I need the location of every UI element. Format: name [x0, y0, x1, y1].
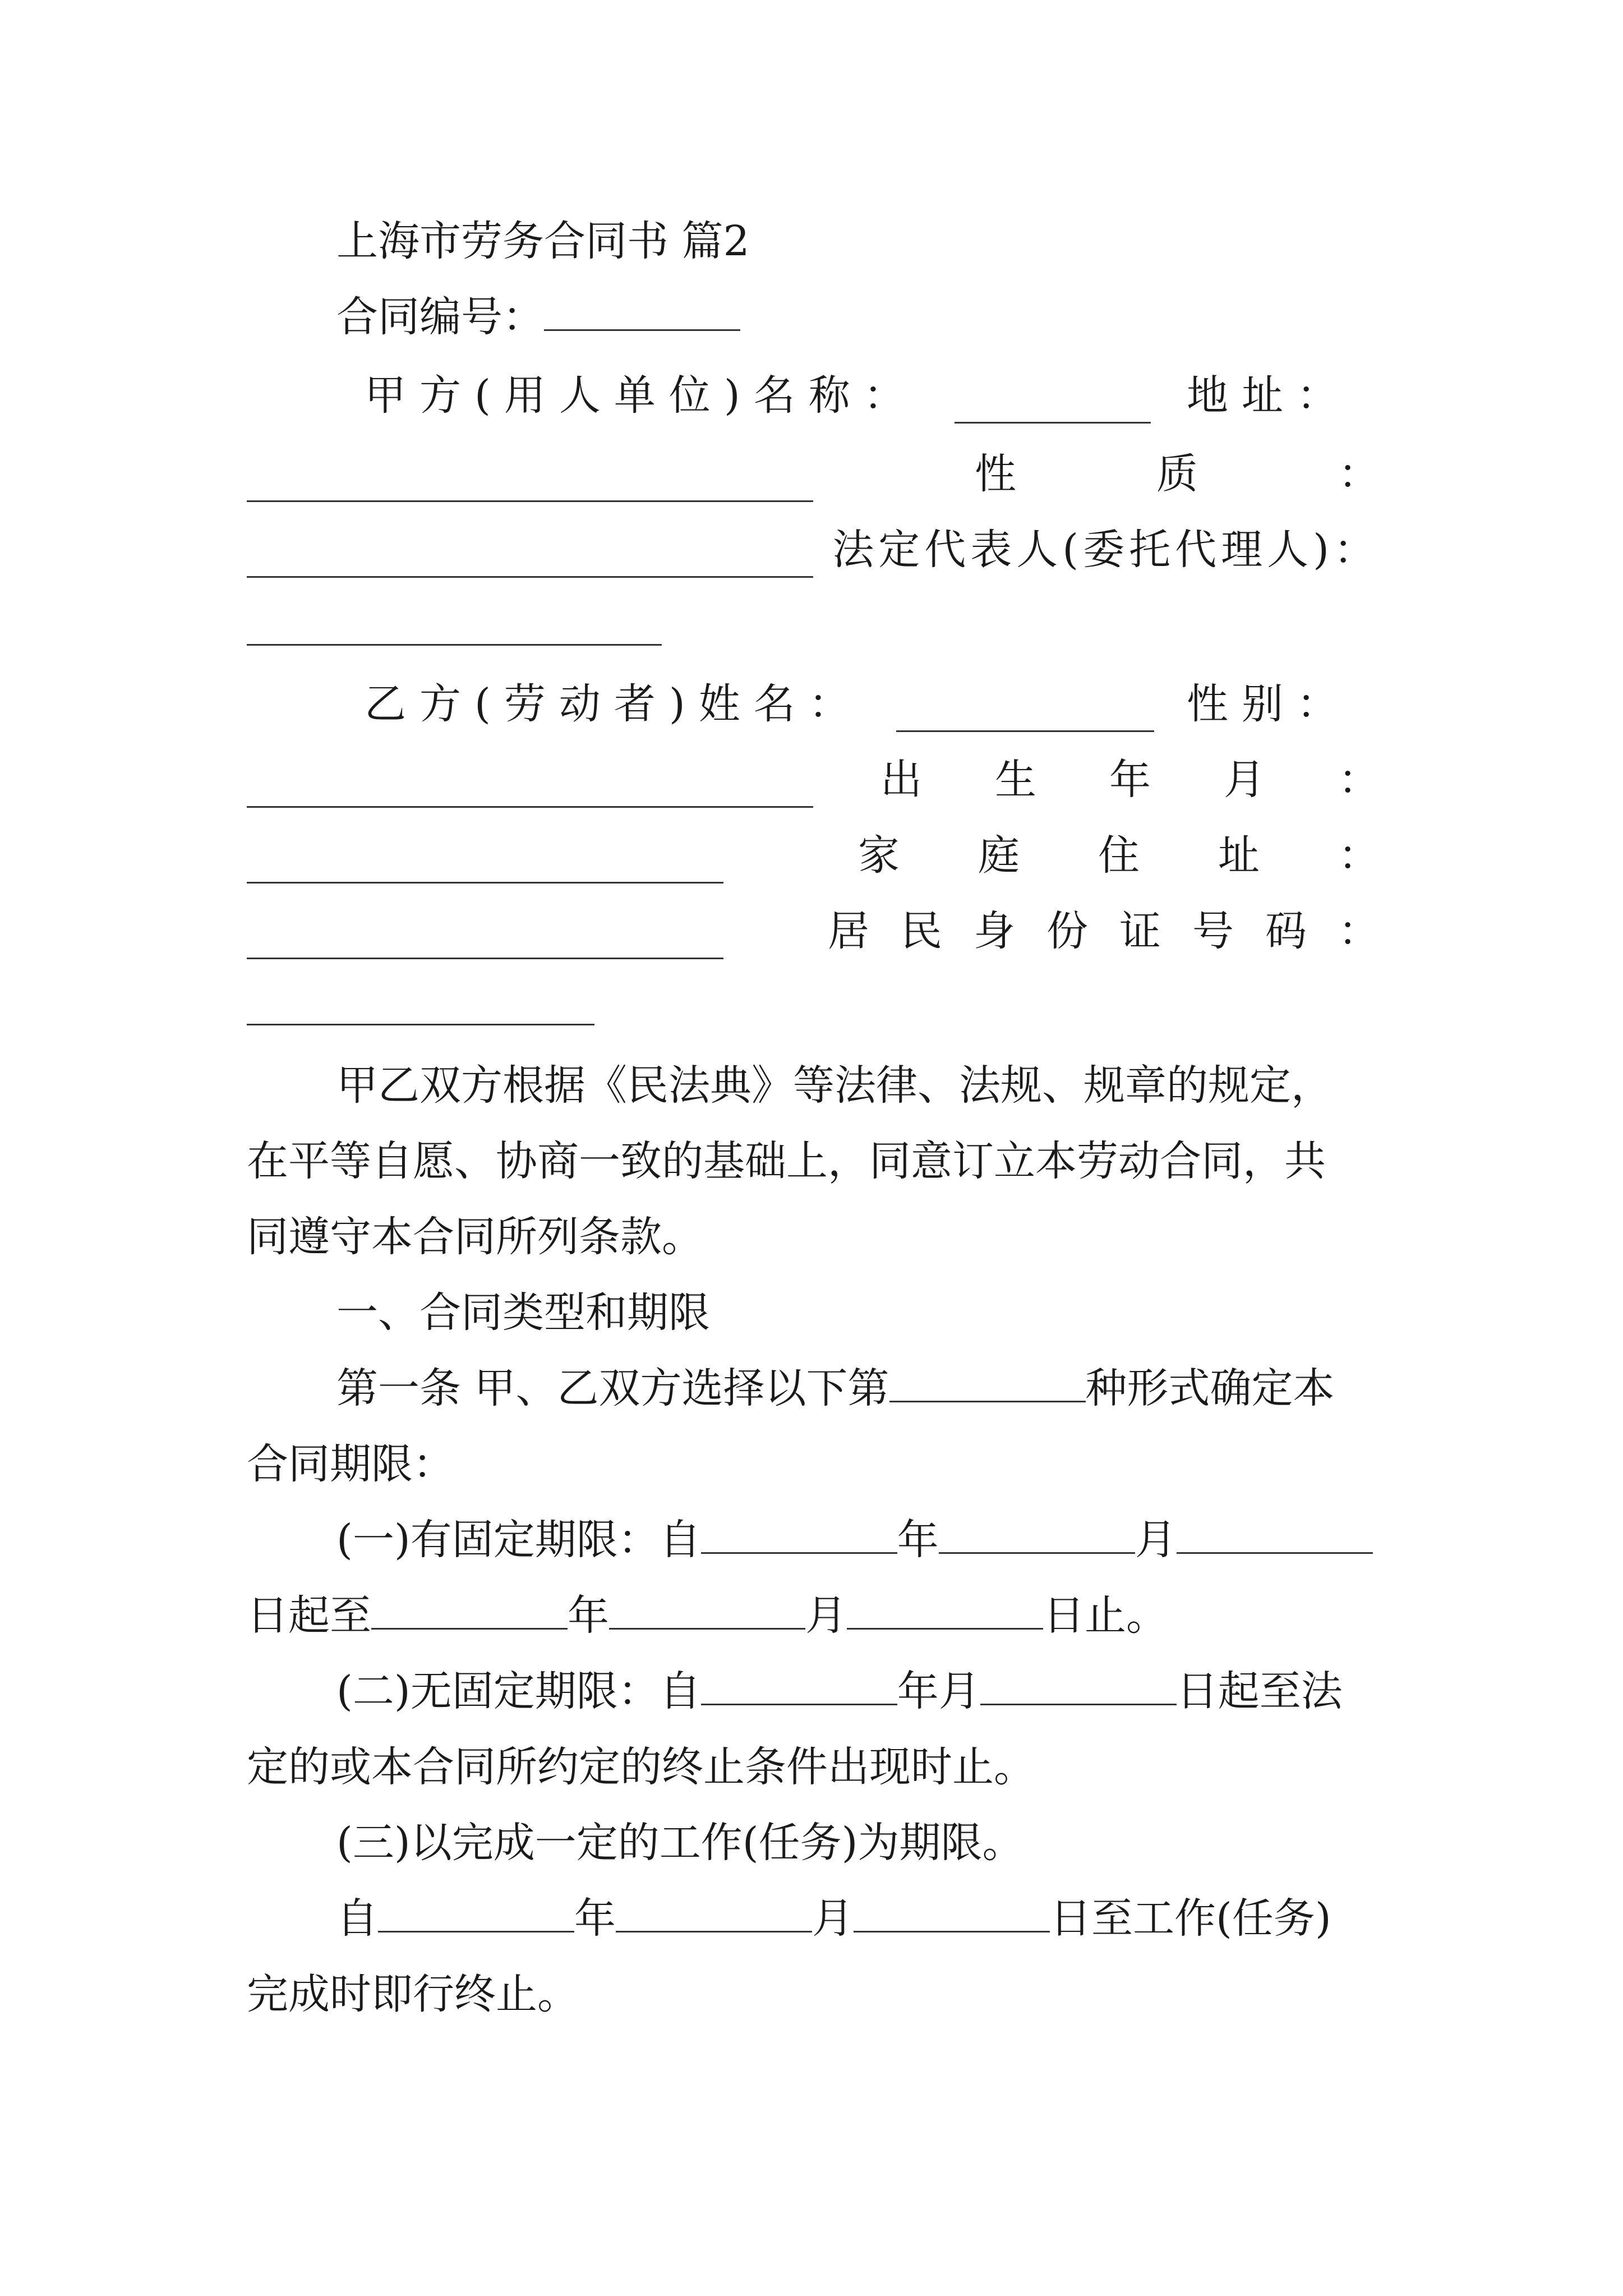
option-3-year-blank[interactable]	[378, 1892, 574, 1932]
party-a-nature-blank[interactable]	[247, 537, 813, 578]
party-b-id-row	[247, 903, 1411, 959]
option-1-end-day-blank[interactable]	[847, 1589, 1043, 1630]
document-title: 上海市劳务合同书 篇2	[336, 217, 750, 265]
option-3-day-blank[interactable]	[854, 1892, 1050, 1932]
party-b-birth-blank[interactable]	[247, 843, 723, 884]
party-b-name-label: 乙方(劳动者)姓名：	[365, 680, 864, 728]
option-2-text-a: (二)无固定期限：自	[336, 1667, 701, 1715]
party-a-rep-label: 法定代表人(委托代理人)：	[832, 526, 1380, 574]
contract-number-blank[interactable]	[544, 290, 740, 331]
party-a-rep-row	[247, 522, 1380, 578]
contract-number-label: 合同编号：	[336, 293, 544, 341]
party-b-gender-label: 性别：	[1187, 680, 1352, 728]
intro-line-1: 甲乙双方根据《民法典》等法律、法规、规章的规定，	[336, 1061, 1332, 1110]
option-3-line-1: (三)以完成一定的工作(任务)为期限。	[336, 1819, 1024, 1867]
option-2-line-1	[336, 1663, 1469, 1719]
option-3-line-3: 完成时即行终止。	[247, 1970, 579, 2018]
option-1-end-month-blank[interactable]	[609, 1589, 805, 1630]
party-a-name-blank[interactable]	[955, 383, 1151, 424]
option-3-month-blank[interactable]	[616, 1892, 812, 1932]
party-b-home-row	[247, 827, 1458, 884]
party-b-home-label: 家庭住址：	[858, 831, 1458, 880]
option-1-end-month-label: 月	[805, 1591, 847, 1640]
party-a-address-label: 地址：	[1187, 371, 1352, 420]
option-3-year-label: 年	[574, 1894, 616, 1943]
party-b-home-blank[interactable]	[247, 918, 723, 959]
party-a-address-blank[interactable]	[247, 461, 813, 502]
party-a-rep-blank[interactable]	[247, 644, 662, 646]
article-1-form-blank[interactable]	[889, 1361, 1086, 1402]
party-b-birth-label: 出生年月：	[880, 756, 1453, 804]
option-1-text-c: 日止。	[1043, 1591, 1168, 1640]
option-2-year-blank[interactable]	[701, 1664, 897, 1705]
party-a-name-row	[365, 367, 1352, 424]
intro-line-2: 在平等自愿、协商一致的基础上，同意订立本劳动合同，共	[247, 1137, 1326, 1185]
party-b-id-blank[interactable]	[247, 1024, 594, 1025]
option-1-start-day-blank[interactable]	[1177, 1513, 1373, 1554]
option-1-start-month-blank[interactable]	[939, 1513, 1135, 1554]
option-2-day-blank[interactable]	[980, 1664, 1177, 1705]
article-1-text-a: 第一条 甲、乙双方选择以下第	[336, 1364, 889, 1412]
option-3-month-label: 月	[812, 1894, 854, 1943]
article-1-line-1	[336, 1360, 1469, 1416]
option-1-text-b: 日起至	[247, 1591, 371, 1640]
party-b-name-blank[interactable]	[896, 691, 1154, 732]
option-1-end-year-blank[interactable]	[371, 1589, 568, 1630]
party-a-nature-label: 性质：	[975, 450, 1520, 498]
option-1-year-label: 年	[897, 1516, 939, 1564]
option-1-month-label: 月	[1135, 1516, 1177, 1564]
option-1-text-a: (一)有固定期限：自	[336, 1516, 701, 1564]
option-2-text-c: 日起至法	[1176, 1667, 1343, 1715]
party-a-nature-row	[247, 446, 1520, 502]
option-1-start-year-blank[interactable]	[701, 1513, 897, 1554]
party-b-birth-row	[247, 752, 1453, 808]
party-a-name-label: 甲方(用人单位)名称：	[365, 371, 919, 420]
option-3-text-c: 日至工作(任务)	[1050, 1894, 1331, 1943]
article-1-line-2: 合同期限：	[247, 1440, 454, 1488]
option-1-line-1	[336, 1512, 1469, 1568]
party-b-id-label: 居民身份证号码：	[828, 907, 1411, 955]
party-b-gender-blank[interactable]	[247, 767, 813, 808]
option-2-line-2: 定的或本合同所约定的终止条件出现时止。	[247, 1743, 1035, 1791]
party-b-name-row	[365, 676, 1352, 732]
option-1-end-year-label: 年	[568, 1591, 609, 1640]
contract-number-row	[336, 289, 1469, 345]
option-3-text-b: 自	[336, 1894, 378, 1943]
option-1-line-2	[247, 1588, 1380, 1644]
section-1-title: 一、合同类型和期限	[336, 1289, 710, 1337]
intro-line-3: 同遵守本合同所列条款。	[247, 1213, 703, 1261]
option-3-line-2	[336, 1890, 1469, 1947]
article-1-text-b: 种形式确定本	[1085, 1364, 1335, 1412]
option-2-text-b: 年月	[897, 1667, 980, 1715]
